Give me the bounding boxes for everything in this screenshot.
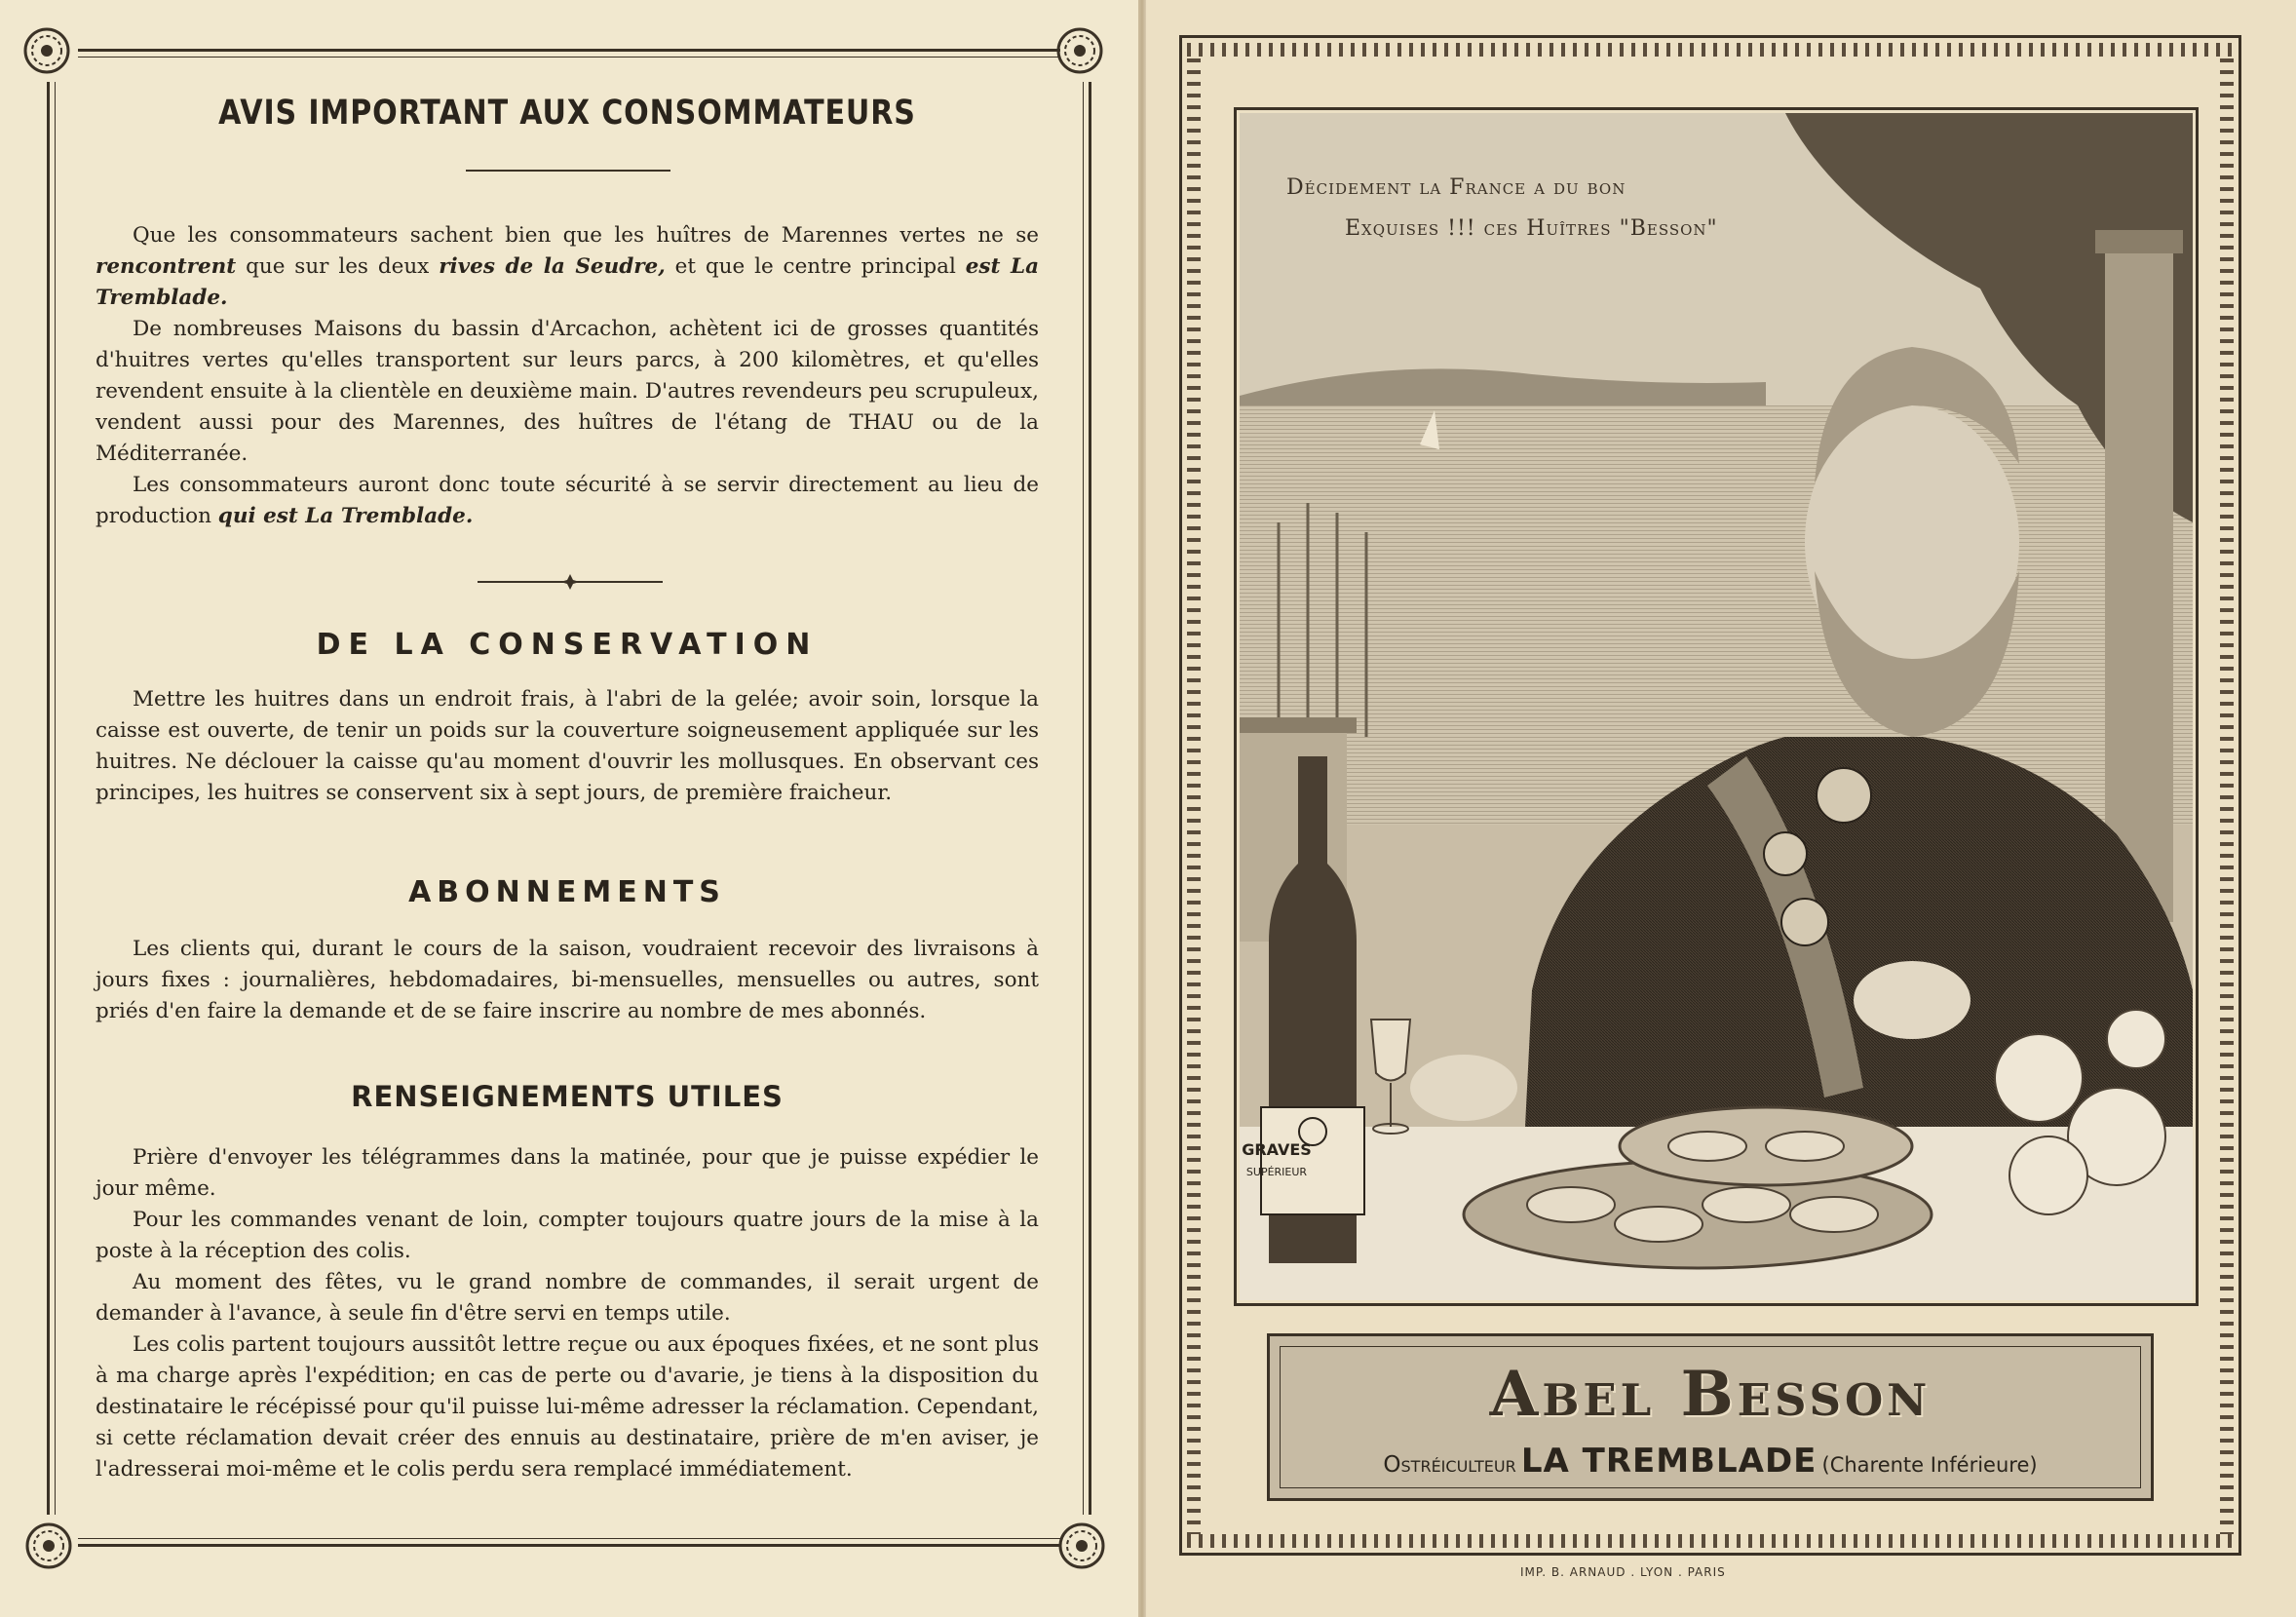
renseignements-title: RENSEIGNEMENTS UTILES: [351, 1080, 784, 1113]
frame-bottom-line-inner: [78, 1538, 1060, 1539]
bottle-label-main: GRAVES: [1242, 1140, 1312, 1159]
corner-rosette-icon: [21, 25, 72, 76]
corner-rosette-icon: [1054, 25, 1105, 76]
renseignements-text: [96, 1142, 1039, 1485]
frame-left-line: [47, 82, 50, 1515]
frame-top-line-inner: [78, 57, 1060, 58]
frame-left-line-inner: [55, 82, 56, 1515]
bottle-label-sub: SUPÉRIEUR: [1245, 1166, 1308, 1178]
town-label: LA TREMBLADE: [1520, 1442, 1818, 1481]
occupation-label: Ostréiculteur: [1383, 1452, 1516, 1478]
conservation-text: [96, 684, 1039, 809]
avis-paragraph-2: De nombreuses Maisons du bassin d'Arcachon, achètent ici de grosses quantités d'huitres vertes qu'elles transportent sur leurs parcs, à 200 kilomètres, et qu'elles revendent ensuite à la clientèle en deuxième main. D'autres revendeurs peu scrupuleux, vendent aussi pour des Marennes, des huîtres de l'étang de THAU ou de la Méditerranée.: [96, 317, 1039, 466]
region-label: (Charente Inférieure): [1821, 1453, 2038, 1477]
frame-bottom-line: [78, 1544, 1060, 1547]
frame-top-line: [78, 49, 1060, 52]
title-divider: [466, 170, 670, 172]
printer-imprint: IMP. B. ARNAUD . LYON . PARIS: [1520, 1565, 1726, 1579]
brand-cartouche: [1267, 1333, 2154, 1501]
brand-subline: [1270, 1442, 2151, 1481]
avis-text: [96, 220, 1039, 532]
renseignements-paragraph-1: Prière d'envoyer les télégrammes dans la matinée, pour que je puisse expédier le jour même.: [96, 1145, 1039, 1201]
page-title: AVIS IMPORTANT AUX CONSOMMATEURS: [218, 94, 916, 133]
frame-right-line: [1089, 82, 1091, 1515]
quote-line-2: Exquises !!! ces Huîtres "Besson": [1345, 216, 1718, 241]
star-divider-icon: [478, 573, 663, 591]
avis-paragraph-1: Que les consommateurs sachent bien que les huîtres de Marennes vertes ne se rencontrent que sur les deux rives de la Seudre, et que le centre principal est La Tremblade.: [96, 223, 1039, 310]
page-fold: [1138, 0, 1146, 1617]
portrait-engraving: [1240, 113, 2193, 1300]
renseignements-paragraph-2: Pour les commandes venant de loin, compter toujours quatre jours de la mise à la poste à la réception des colis.: [96, 1208, 1039, 1263]
abonnements-title: ABONNEMENTS: [408, 875, 726, 909]
renseignements-paragraph-3: Au moment des fêtes, vu le grand nombre de commandes, il serait urgent de demander à l'avance, à seule fin d'être servi en temps utile.: [96, 1270, 1039, 1326]
corner-rosette-icon: [23, 1521, 74, 1571]
left-page: [0, 0, 1138, 1617]
frame-right-line-inner: [1083, 82, 1084, 1515]
conservation-paragraph: Mettre les huitres dans un endroit frais, à l'abri de la gelée; avoir soin, lorsque la caisse est ouverte, de tenir un poids sur la couverture soigneusement appliquée sur les huitres. Ne déclouer la caisse qu'au moment d'ouvrir les mollusques. En observant ces principes, les huitres se conservent six à sept jours, de première fraicheur.: [96, 687, 1039, 805]
quote-line-1: Décidement la France a du bon: [1286, 175, 1626, 200]
abonnements-paragraph: Les clients qui, durant le cours de la saison, voudraient recevoir des livraisons à jours fixes : journalières, hebdomadaires, bi-mensuelles, mensuelles ou autres, sont priés d'en faire la demande et de se faire inscrire au nombre de mes abonnés.: [96, 937, 1039, 1023]
brand-name: Abel Besson: [1489, 1358, 1932, 1431]
abonnements-text: [96, 934, 1039, 1027]
conservation-title: DE LA CONSERVATION: [316, 628, 819, 662]
corner-rosette-icon: [1056, 1521, 1107, 1571]
renseignements-paragraph-4: Les colis partent toujours aussitôt lettre reçue ou aux époques fixées, et ne sont plus à ma charge après l'expédition; en cas de perte ou d'avarie, je tiens à la disposition du destinataire le récépissé pour qu'il puisse lui-même adresser la réclamation. Cependant, si cette réclamation devait créer des ennuis au destinataire, prière de m'en aviser, je l'adresserai moi-même et le colis perdu sera remplacé immédiatement.: [96, 1332, 1039, 1482]
avis-paragraph-3: Les consommateurs auront donc toute sécurité à se servir directement au lieu de production qui est La Tremblade.: [96, 473, 1039, 528]
engraving-illustration: [1240, 113, 2193, 1300]
